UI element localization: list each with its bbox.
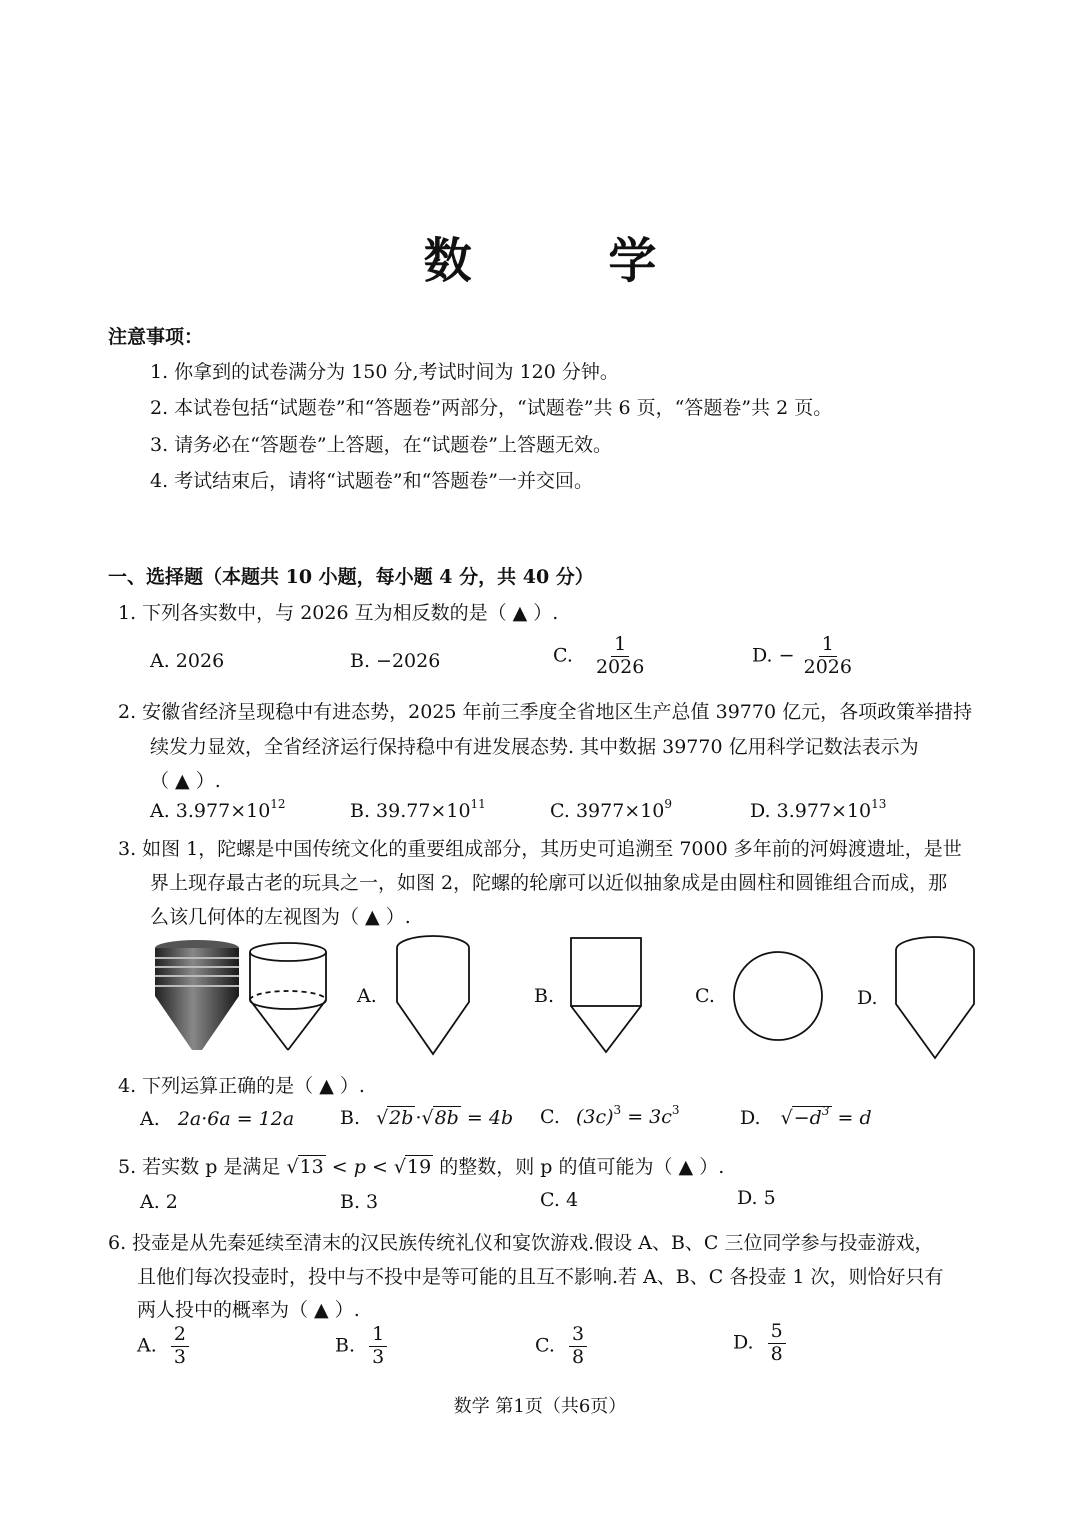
q4-a-expr: 2a·6a = 12a [177,1108,295,1130]
q2-stem-line2: 续发力显效，全省经济运行保持稳中有进发展态势. 其中数据 39770 亿用科学记数法表示为 [150,736,919,758]
q4-option-c [540,1103,680,1128]
q6-option-b [335,1325,387,1368]
q2-d-exp: 13 [871,797,887,811]
q1-d-numerator: 1 [819,635,837,657]
q2-option-d [750,797,887,822]
q4-b-rhs: = 4b [460,1107,514,1129]
q5-stem-pre: 5. 若实数 p 是满足 [118,1156,287,1178]
q4-option-d: D. $√-d^3 = d$ [740,1104,872,1129]
q3-stem-line2: 界上现存最古老的玩具之一，如图 2，陀螺的轮廓可以近似抽象成是由圆柱和圆锥组合而成，那 [150,872,948,894]
q2-option-b [350,797,486,822]
q5-option-c: C. 4 [540,1189,579,1211]
q1-option-b: B. −2026 [350,650,441,672]
q2-b-base: B. 39.77×10 [350,800,471,822]
q2-option-a [150,797,286,822]
q1-option-d [752,635,855,678]
q6-a-label: A. [137,1334,157,1357]
q1-option-c-label: C. [553,644,573,667]
q6-d-denominator: 8 [770,1342,783,1365]
q4-b-label: B. [340,1107,361,1129]
note-item-4: 4. 考试结束后，请将“试题卷”和“答题卷”一并交回。 [150,470,594,492]
q4-c-exp2: 3 [671,1103,680,1117]
q5-option-b: B. 3 [340,1191,379,1213]
section-heading: 一、选择题（本题共 10 小题，每小题 4 分，共 40 分） [108,566,594,588]
q4-c-lhs: (3c) [575,1106,614,1128]
q3-stem-line1: 3. 如图 1，陀螺是中国传统文化的重要组成部分，其历史可追溯至 7000 多年前的河姆渡遗址，是世 [118,838,962,860]
q4-b-radicand2: 8b [434,1107,459,1129]
notes-heading: 注意事项： [108,326,204,348]
note-item-3: 3. 请务必在“答题卷”上答题，在“试题卷”上答题无效。 [150,434,613,456]
q6-stem-line2: 且他们每次投壶时，投中与不投中是等可能的且互不影响.若 A、B、C 各投壶 1 次，则恰好只有 [137,1266,944,1288]
q4-d-radicand [792,1106,832,1129]
q6-d-numerator: 5 [768,1322,786,1344]
q1-option-d-label: D. − [752,644,795,667]
page-title: 数 学 [423,233,717,289]
q6-option-d [733,1322,786,1365]
q2-stem-line1: 2. 安徽省经济呈现稳中有进态势，2025 年前三季度全省地区生产总值 39770 亿元，各项政策举措持 [118,701,973,723]
q6-option-a [137,1325,189,1368]
q1-c-numerator: 1 [611,635,629,657]
q6-stem-line3: 两人投中的概率为（ ▲ ）. [137,1299,360,1321]
q5-stem: 5. 若实数 p 是满足 √13 < p < √19 的整数，则 p 的值可能为（ ▲ ）. [118,1156,725,1178]
q2-a-exp: 12 [270,797,286,811]
q3-option-a-label: A. [357,985,377,1007]
q6-c-label: C. [535,1334,555,1357]
q6-c-numerator: 3 [569,1325,587,1347]
q3-stem-line3: 么该几何体的左视图为（ ▲ ）. [150,906,411,928]
q4-d-label: D. [740,1107,761,1129]
q5-option-d: D. 5 [737,1187,776,1209]
q3-option-b-figure [566,934,646,1058]
q3-option-a-figure [393,934,473,1058]
q1-stem: 1. 下列各实数中，与 2026 互为相反数的是（ ▲ ）. [118,602,559,624]
q6-b-label: B. [335,1334,356,1357]
q6-option-c [535,1325,587,1368]
q5-radicand1: 13 [299,1156,324,1178]
q1-d-denominator: 2026 [803,655,852,678]
q3-option-c-figure [730,948,826,1044]
q6-stem-line1: 6. 投壶是从先秦延续至清末的汉民族传统礼仪和宴饮游戏.假设 A、B、C 三位同学参与投壶游戏， [108,1232,934,1254]
q2-c-exp: 9 [664,797,673,811]
q4-d-rhs: = d [831,1107,872,1129]
q4-a-label: A. [140,1108,160,1130]
q5-stem-post: 的整数，则 p 的值可能为（ ▲ ）. [433,1156,725,1178]
q2-stem-line3: （ ▲ ）. [150,770,221,792]
q3-option-b-label: B. [534,985,555,1007]
q1-c-denominator: 2026 [595,655,645,678]
q2-d-base: D. 3.977×10 [750,800,872,822]
cylinder-cone-diagram [247,938,333,1056]
q6-c-denominator: 8 [571,1345,585,1368]
page-footer: 数学 第1页（共6页） [453,1396,627,1417]
q3-option-d-figure [892,934,978,1062]
q2-a-base: A. 3.977×10 [150,800,271,822]
q5-option-a: A. 2 [140,1191,178,1213]
q2-c-base: C. 3977×10 [550,800,665,822]
q2-option-c [550,797,673,822]
q2-b-exp: 11 [470,797,486,811]
q4-c-exp1: 3 [613,1103,622,1117]
q4-option-a [140,1108,294,1130]
q6-a-denominator: 3 [173,1345,186,1368]
q4-d-radicand-base: −d [793,1107,822,1129]
q4-option-b: B. √2b ·√8b = 4b [340,1107,514,1129]
q6-d-label: D. [733,1331,754,1354]
q1-option-c [553,635,647,678]
note-item-2: 2. 本试卷包括“试题卷”和“答题卷”两部分，“试题卷”共 6 页，“答题卷”共 2 页。 [150,397,833,419]
q5-radicand2: 19 [407,1156,432,1178]
q4-c-label: C. [540,1106,560,1128]
note-item-1: 1. 你拿到的试卷满分为 150 分,考试时间为 120 分钟。 [150,361,619,383]
q1-option-a: A. 2026 [150,650,225,672]
q5-stem-mid: < p < [325,1156,394,1178]
spinning-top-photo [150,938,245,1056]
q4-d-exp: 3 [821,1104,830,1118]
q4-stem: 4. 下列运算正确的是（ ▲ ）. [118,1075,365,1097]
q3-option-c-label: C. [695,985,715,1007]
q4-b-dot: · [415,1107,422,1129]
q6-a-numerator: 2 [171,1325,189,1347]
q6-b-numerator: 1 [369,1325,387,1347]
q3-option-d-label: D. [857,987,878,1009]
q4-c-mid: = 3c [621,1106,672,1128]
q4-b-radicand1: 2b [389,1107,414,1129]
q6-b-denominator: 3 [372,1345,385,1368]
